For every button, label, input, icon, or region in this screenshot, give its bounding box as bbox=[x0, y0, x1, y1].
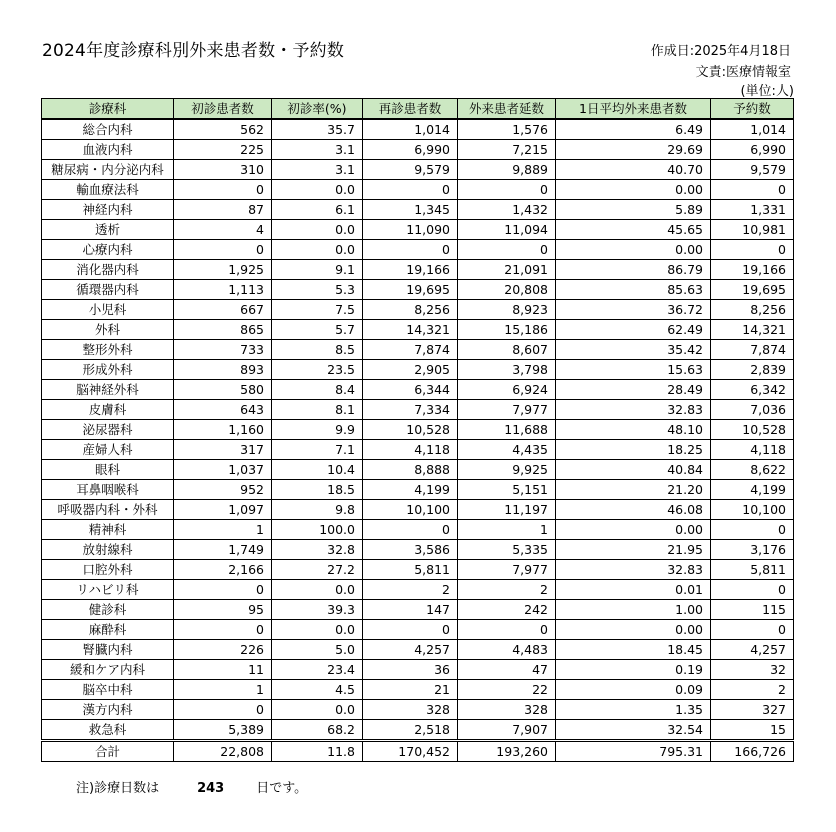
cell-daily-average: 0.00 bbox=[556, 180, 711, 200]
cell-reservations: 15 bbox=[711, 720, 794, 741]
cell-department: 循環器内科 bbox=[42, 280, 174, 300]
cell-revisit: 36 bbox=[363, 660, 458, 680]
table-row bbox=[42, 540, 794, 560]
cell-daily-average: 0.09 bbox=[556, 680, 711, 700]
cell-reservations: 6,342 bbox=[711, 380, 794, 400]
table-row bbox=[42, 680, 794, 700]
table-row bbox=[42, 240, 794, 260]
cell-total-visits: 8,607 bbox=[458, 340, 556, 360]
cell-revisit: 4,118 bbox=[363, 440, 458, 460]
cell-total-visits: 0 bbox=[458, 240, 556, 260]
cell-reservations: 3,176 bbox=[711, 540, 794, 560]
cell-reservations: 32 bbox=[711, 660, 794, 680]
table-row bbox=[42, 119, 794, 140]
cell-department: 糖尿病・内分泌内科 bbox=[42, 160, 174, 180]
cell-reservations: 0 bbox=[711, 520, 794, 540]
cell-total-visits: 7,907 bbox=[458, 720, 556, 741]
cell-department: 産婦人科 bbox=[42, 440, 174, 460]
cell-reservations: 327 bbox=[711, 700, 794, 720]
cell-first-visit-rate: 32.8 bbox=[272, 540, 363, 560]
cell-total-visits: 5,335 bbox=[458, 540, 556, 560]
cell-reservations: 2,839 bbox=[711, 360, 794, 380]
cell-daily-average: 40.70 bbox=[556, 160, 711, 180]
table-row bbox=[42, 700, 794, 720]
cell-revisit: 147 bbox=[363, 600, 458, 620]
cell-department: 輸血療法科 bbox=[42, 180, 174, 200]
table-row bbox=[42, 460, 794, 480]
cell-reservations: 8,256 bbox=[711, 300, 794, 320]
cell-revisit: 1,014 bbox=[363, 119, 458, 140]
cell-department: 精神科 bbox=[42, 520, 174, 540]
cell-first-visit: 580 bbox=[174, 380, 272, 400]
cell-revisit: 19,166 bbox=[363, 260, 458, 280]
cell-department: 泌尿器科 bbox=[42, 420, 174, 440]
cell-department: 脳神経外科 bbox=[42, 380, 174, 400]
cell-daily-average: 0.19 bbox=[556, 660, 711, 680]
outpatient-table bbox=[41, 98, 794, 762]
cell-first-visit-rate: 5.3 bbox=[272, 280, 363, 300]
cell-first-visit-rate: 23.4 bbox=[272, 660, 363, 680]
cell-first-visit-rate: 0.0 bbox=[272, 240, 363, 260]
header-department: 診療科 bbox=[42, 99, 174, 120]
cell-daily-average: 40.84 bbox=[556, 460, 711, 480]
cell-department: 呼吸器内科・外科 bbox=[42, 500, 174, 520]
cell-revisit: 6,990 bbox=[363, 140, 458, 160]
cell-total-visits: 3,798 bbox=[458, 360, 556, 380]
cell-revisit: 328 bbox=[363, 700, 458, 720]
cell-first-visit: 1,925 bbox=[174, 260, 272, 280]
table-row bbox=[42, 260, 794, 280]
cell-first-visit-rate: 9.9 bbox=[272, 420, 363, 440]
cell-reservations: 9,579 bbox=[711, 160, 794, 180]
cell-department: 腎臓内科 bbox=[42, 640, 174, 660]
cell-reservations: 166,726 bbox=[711, 741, 794, 762]
cell-reservations: 10,528 bbox=[711, 420, 794, 440]
table-row bbox=[42, 440, 794, 460]
cell-daily-average: 0.00 bbox=[556, 520, 711, 540]
table-row bbox=[42, 320, 794, 340]
cell-daily-average: 48.10 bbox=[556, 420, 711, 440]
cell-total-visits: 0 bbox=[458, 180, 556, 200]
cell-department: 脳卒中科 bbox=[42, 680, 174, 700]
cell-revisit: 5,811 bbox=[363, 560, 458, 580]
cell-department: 漢方内科 bbox=[42, 700, 174, 720]
cell-revisit: 7,874 bbox=[363, 340, 458, 360]
cell-first-visit: 667 bbox=[174, 300, 272, 320]
cell-revisit: 0 bbox=[363, 520, 458, 540]
cell-first-visit: 0 bbox=[174, 580, 272, 600]
footnote-suffix: 日です。 bbox=[256, 781, 308, 796]
cell-department: 健診科 bbox=[42, 600, 174, 620]
header-daily-average: 1日平均外来患者数 bbox=[556, 99, 711, 120]
cell-daily-average: 36.72 bbox=[556, 300, 711, 320]
cell-revisit: 4,199 bbox=[363, 480, 458, 500]
table-row bbox=[42, 220, 794, 240]
cell-department: 消化器内科 bbox=[42, 260, 174, 280]
cell-reservations: 7,036 bbox=[711, 400, 794, 420]
cell-total-visits: 11,688 bbox=[458, 420, 556, 440]
cell-total-visits: 7,977 bbox=[458, 400, 556, 420]
table-row bbox=[42, 180, 794, 200]
header-total-visits: 外来患者延数 bbox=[458, 99, 556, 120]
table-row bbox=[42, 160, 794, 180]
cell-first-visit-rate: 8.4 bbox=[272, 380, 363, 400]
cell-first-visit: 2,166 bbox=[174, 560, 272, 580]
cell-revisit: 170,452 bbox=[363, 741, 458, 762]
cell-daily-average: 15.63 bbox=[556, 360, 711, 380]
cell-first-visit: 1,160 bbox=[174, 420, 272, 440]
cell-revisit: 2,518 bbox=[363, 720, 458, 741]
cell-department: 神経内科 bbox=[42, 200, 174, 220]
cell-total-visits: 1 bbox=[458, 520, 556, 540]
cell-first-visit: 952 bbox=[174, 480, 272, 500]
cell-total-visits: 2 bbox=[458, 580, 556, 600]
header-revisit: 再診患者数 bbox=[363, 99, 458, 120]
cell-daily-average: 0.00 bbox=[556, 620, 711, 640]
cell-first-visit: 87 bbox=[174, 200, 272, 220]
cell-first-visit: 1,113 bbox=[174, 280, 272, 300]
cell-total-visits: 242 bbox=[458, 600, 556, 620]
cell-reservations: 0 bbox=[711, 180, 794, 200]
table-row bbox=[42, 380, 794, 400]
cell-daily-average: 18.25 bbox=[556, 440, 711, 460]
cell-total-visits: 47 bbox=[458, 660, 556, 680]
cell-first-visit: 317 bbox=[174, 440, 272, 460]
cell-total-visits: 7,215 bbox=[458, 140, 556, 160]
cell-first-visit-rate: 0.0 bbox=[272, 180, 363, 200]
cell-total-visits: 9,925 bbox=[458, 460, 556, 480]
table-row bbox=[42, 640, 794, 660]
cell-total-visits: 7,977 bbox=[458, 560, 556, 580]
cell-total-visits: 0 bbox=[458, 620, 556, 640]
cell-revisit: 2 bbox=[363, 580, 458, 600]
table-row bbox=[42, 480, 794, 500]
table-row bbox=[42, 660, 794, 680]
cell-daily-average: 35.42 bbox=[556, 340, 711, 360]
cell-first-visit-rate: 11.8 bbox=[272, 741, 363, 762]
cell-total-visits: 21,091 bbox=[458, 260, 556, 280]
cell-revisit: 10,528 bbox=[363, 420, 458, 440]
cell-first-visit: 0 bbox=[174, 620, 272, 640]
cell-first-visit-rate: 100.0 bbox=[272, 520, 363, 540]
cell-total-visits: 4,483 bbox=[458, 640, 556, 660]
table-row bbox=[42, 140, 794, 160]
cell-reservations: 1,014 bbox=[711, 119, 794, 140]
cell-revisit: 10,100 bbox=[363, 500, 458, 520]
cell-first-visit-rate: 5.0 bbox=[272, 640, 363, 660]
cell-revisit: 2,905 bbox=[363, 360, 458, 380]
cell-daily-average: 28.49 bbox=[556, 380, 711, 400]
table-row bbox=[42, 720, 794, 741]
cell-first-visit: 893 bbox=[174, 360, 272, 380]
table-row bbox=[42, 280, 794, 300]
cell-revisit: 19,695 bbox=[363, 280, 458, 300]
cell-first-visit-rate: 39.3 bbox=[272, 600, 363, 620]
table-row bbox=[42, 520, 794, 540]
cell-daily-average: 62.49 bbox=[556, 320, 711, 340]
cell-reservations: 5,811 bbox=[711, 560, 794, 580]
cell-first-visit-rate: 5.7 bbox=[272, 320, 363, 340]
cell-total-visits: 1,432 bbox=[458, 200, 556, 220]
cell-first-visit: 1,097 bbox=[174, 500, 272, 520]
cell-daily-average: 795.31 bbox=[556, 741, 711, 762]
cell-reservations: 0 bbox=[711, 620, 794, 640]
cell-revisit: 0 bbox=[363, 240, 458, 260]
cell-total-visits: 8,923 bbox=[458, 300, 556, 320]
cell-revisit: 0 bbox=[363, 620, 458, 640]
table-row bbox=[42, 420, 794, 440]
cell-first-visit-rate: 3.1 bbox=[272, 160, 363, 180]
header-first-visit-rate: 初診率(%) bbox=[272, 99, 363, 120]
cell-daily-average: 0.00 bbox=[556, 240, 711, 260]
cell-reservations: 1,331 bbox=[711, 200, 794, 220]
cell-first-visit-rate: 7.5 bbox=[272, 300, 363, 320]
cell-total-visits: 11,197 bbox=[458, 500, 556, 520]
cell-reservations: 0 bbox=[711, 240, 794, 260]
cell-first-visit: 4 bbox=[174, 220, 272, 240]
cell-daily-average: 1.35 bbox=[556, 700, 711, 720]
table-row bbox=[42, 400, 794, 420]
cell-daily-average: 5.89 bbox=[556, 200, 711, 220]
header-reservations: 予約数 bbox=[711, 99, 794, 120]
cell-first-visit-rate: 8.1 bbox=[272, 400, 363, 420]
cell-first-visit-rate: 3.1 bbox=[272, 140, 363, 160]
cell-first-visit: 226 bbox=[174, 640, 272, 660]
clinic-days: 243 bbox=[197, 781, 225, 796]
cell-revisit: 21 bbox=[363, 680, 458, 700]
cell-first-visit: 22,808 bbox=[174, 741, 272, 762]
unit-label: (単位:人) bbox=[740, 84, 794, 99]
cell-daily-average: 1.00 bbox=[556, 600, 711, 620]
footnote-prefix: 注)診療日数は bbox=[76, 781, 160, 796]
cell-department: 透析 bbox=[42, 220, 174, 240]
cell-department: 心療内科 bbox=[42, 240, 174, 260]
cell-first-visit: 562 bbox=[174, 119, 272, 140]
cell-reservations: 4,118 bbox=[711, 440, 794, 460]
cell-total-visits: 6,924 bbox=[458, 380, 556, 400]
cell-department: 形成外科 bbox=[42, 360, 174, 380]
cell-first-visit-rate: 6.1 bbox=[272, 200, 363, 220]
header-row bbox=[42, 99, 794, 120]
cell-total-visits: 328 bbox=[458, 700, 556, 720]
cell-daily-average: 32.83 bbox=[556, 400, 711, 420]
cell-reservations: 19,166 bbox=[711, 260, 794, 280]
cell-department: 眼科 bbox=[42, 460, 174, 480]
cell-first-visit-rate: 8.5 bbox=[272, 340, 363, 360]
table-row bbox=[42, 360, 794, 380]
cell-reservations: 10,981 bbox=[711, 220, 794, 240]
cell-first-visit-rate: 23.5 bbox=[272, 360, 363, 380]
table-row bbox=[42, 500, 794, 520]
cell-daily-average: 21.20 bbox=[556, 480, 711, 500]
cell-first-visit-rate: 0.0 bbox=[272, 580, 363, 600]
cell-total-visits: 1,576 bbox=[458, 119, 556, 140]
cell-first-visit-rate: 0.0 bbox=[272, 620, 363, 640]
cell-first-visit: 225 bbox=[174, 140, 272, 160]
cell-revisit: 3,586 bbox=[363, 540, 458, 560]
cell-first-visit: 643 bbox=[174, 400, 272, 420]
cell-department: 整形外科 bbox=[42, 340, 174, 360]
cell-department: リハビリ科 bbox=[42, 580, 174, 600]
table-row bbox=[42, 200, 794, 220]
cell-first-visit-rate: 27.2 bbox=[272, 560, 363, 580]
cell-department: 耳鼻咽喉科 bbox=[42, 480, 174, 500]
cell-first-visit: 1 bbox=[174, 680, 272, 700]
cell-daily-average: 0.01 bbox=[556, 580, 711, 600]
cell-daily-average: 21.95 bbox=[556, 540, 711, 560]
table-row bbox=[42, 560, 794, 580]
cell-daily-average: 86.79 bbox=[556, 260, 711, 280]
cell-department: 救急科 bbox=[42, 720, 174, 741]
cell-revisit: 8,256 bbox=[363, 300, 458, 320]
cell-total-visits: 193,260 bbox=[458, 741, 556, 762]
total-row bbox=[42, 741, 794, 762]
cell-department: 緩和ケア内科 bbox=[42, 660, 174, 680]
page-title: 2024年度診療科別外来患者数・予約数 bbox=[42, 41, 345, 61]
cell-total-visits: 22 bbox=[458, 680, 556, 700]
cell-daily-average: 32.54 bbox=[556, 720, 711, 741]
cell-department: 合計 bbox=[42, 741, 174, 762]
cell-first-visit-rate: 18.5 bbox=[272, 480, 363, 500]
cell-total-visits: 4,435 bbox=[458, 440, 556, 460]
cell-total-visits: 20,808 bbox=[458, 280, 556, 300]
header-first-visit: 初診患者数 bbox=[174, 99, 272, 120]
cell-first-visit-rate: 9.8 bbox=[272, 500, 363, 520]
cell-revisit: 6,344 bbox=[363, 380, 458, 400]
table-row bbox=[42, 300, 794, 320]
cell-daily-average: 46.08 bbox=[556, 500, 711, 520]
cell-daily-average: 18.45 bbox=[556, 640, 711, 660]
cell-daily-average: 85.63 bbox=[556, 280, 711, 300]
created-date: 作成日:2025年4月18日 bbox=[650, 44, 791, 59]
cell-daily-average: 6.49 bbox=[556, 119, 711, 140]
cell-first-visit: 865 bbox=[174, 320, 272, 340]
cell-department: 口腔外科 bbox=[42, 560, 174, 580]
cell-revisit: 8,888 bbox=[363, 460, 458, 480]
cell-first-visit: 0 bbox=[174, 180, 272, 200]
cell-daily-average: 29.69 bbox=[556, 140, 711, 160]
cell-reservations: 14,321 bbox=[711, 320, 794, 340]
cell-reservations: 8,622 bbox=[711, 460, 794, 480]
table-row bbox=[42, 340, 794, 360]
cell-reservations: 0 bbox=[711, 580, 794, 600]
cell-first-visit-rate: 10.4 bbox=[272, 460, 363, 480]
cell-revisit: 14,321 bbox=[363, 320, 458, 340]
cell-total-visits: 9,889 bbox=[458, 160, 556, 180]
cell-reservations: 2 bbox=[711, 680, 794, 700]
cell-first-visit: 1 bbox=[174, 520, 272, 540]
cell-first-visit-rate: 68.2 bbox=[272, 720, 363, 741]
cell-daily-average: 32.83 bbox=[556, 560, 711, 580]
table-row bbox=[42, 620, 794, 640]
cell-first-visit-rate: 4.5 bbox=[272, 680, 363, 700]
cell-department: 総合内科 bbox=[42, 119, 174, 140]
cell-first-visit: 0 bbox=[174, 240, 272, 260]
cell-first-visit-rate: 0.0 bbox=[272, 700, 363, 720]
cell-department: 外科 bbox=[42, 320, 174, 340]
cell-first-visit: 1,037 bbox=[174, 460, 272, 480]
cell-reservations: 6,990 bbox=[711, 140, 794, 160]
cell-first-visit-rate: 9.1 bbox=[272, 260, 363, 280]
cell-department: 小児科 bbox=[42, 300, 174, 320]
cell-first-visit: 733 bbox=[174, 340, 272, 360]
cell-revisit: 9,579 bbox=[363, 160, 458, 180]
footnote bbox=[76, 777, 307, 796]
cell-total-visits: 15,186 bbox=[458, 320, 556, 340]
cell-first-visit-rate: 7.1 bbox=[272, 440, 363, 460]
cell-revisit: 0 bbox=[363, 180, 458, 200]
cell-revisit: 1,345 bbox=[363, 200, 458, 220]
cell-department: 放射線科 bbox=[42, 540, 174, 560]
cell-total-visits: 11,094 bbox=[458, 220, 556, 240]
cell-department: 皮膚科 bbox=[42, 400, 174, 420]
cell-first-visit: 0 bbox=[174, 700, 272, 720]
cell-revisit: 4,257 bbox=[363, 640, 458, 660]
cell-reservations: 4,199 bbox=[711, 480, 794, 500]
table-row bbox=[42, 580, 794, 600]
responsible-dept: 文責:医療情報室 bbox=[695, 65, 791, 80]
cell-reservations: 4,257 bbox=[711, 640, 794, 660]
cell-reservations: 19,695 bbox=[711, 280, 794, 300]
cell-first-visit: 1,749 bbox=[174, 540, 272, 560]
cell-revisit: 7,334 bbox=[363, 400, 458, 420]
cell-revisit: 11,090 bbox=[363, 220, 458, 240]
cell-department: 麻酔科 bbox=[42, 620, 174, 640]
cell-total-visits: 5,151 bbox=[458, 480, 556, 500]
cell-reservations: 115 bbox=[711, 600, 794, 620]
cell-first-visit: 11 bbox=[174, 660, 272, 680]
cell-daily-average: 45.65 bbox=[556, 220, 711, 240]
cell-reservations: 10,100 bbox=[711, 500, 794, 520]
cell-department: 血液内科 bbox=[42, 140, 174, 160]
cell-first-visit-rate: 0.0 bbox=[272, 220, 363, 240]
cell-first-visit-rate: 35.7 bbox=[272, 119, 363, 140]
cell-first-visit: 95 bbox=[174, 600, 272, 620]
cell-reservations: 7,874 bbox=[711, 340, 794, 360]
table-row bbox=[42, 600, 794, 620]
cell-first-visit: 5,389 bbox=[174, 720, 272, 741]
cell-first-visit: 310 bbox=[174, 160, 272, 180]
